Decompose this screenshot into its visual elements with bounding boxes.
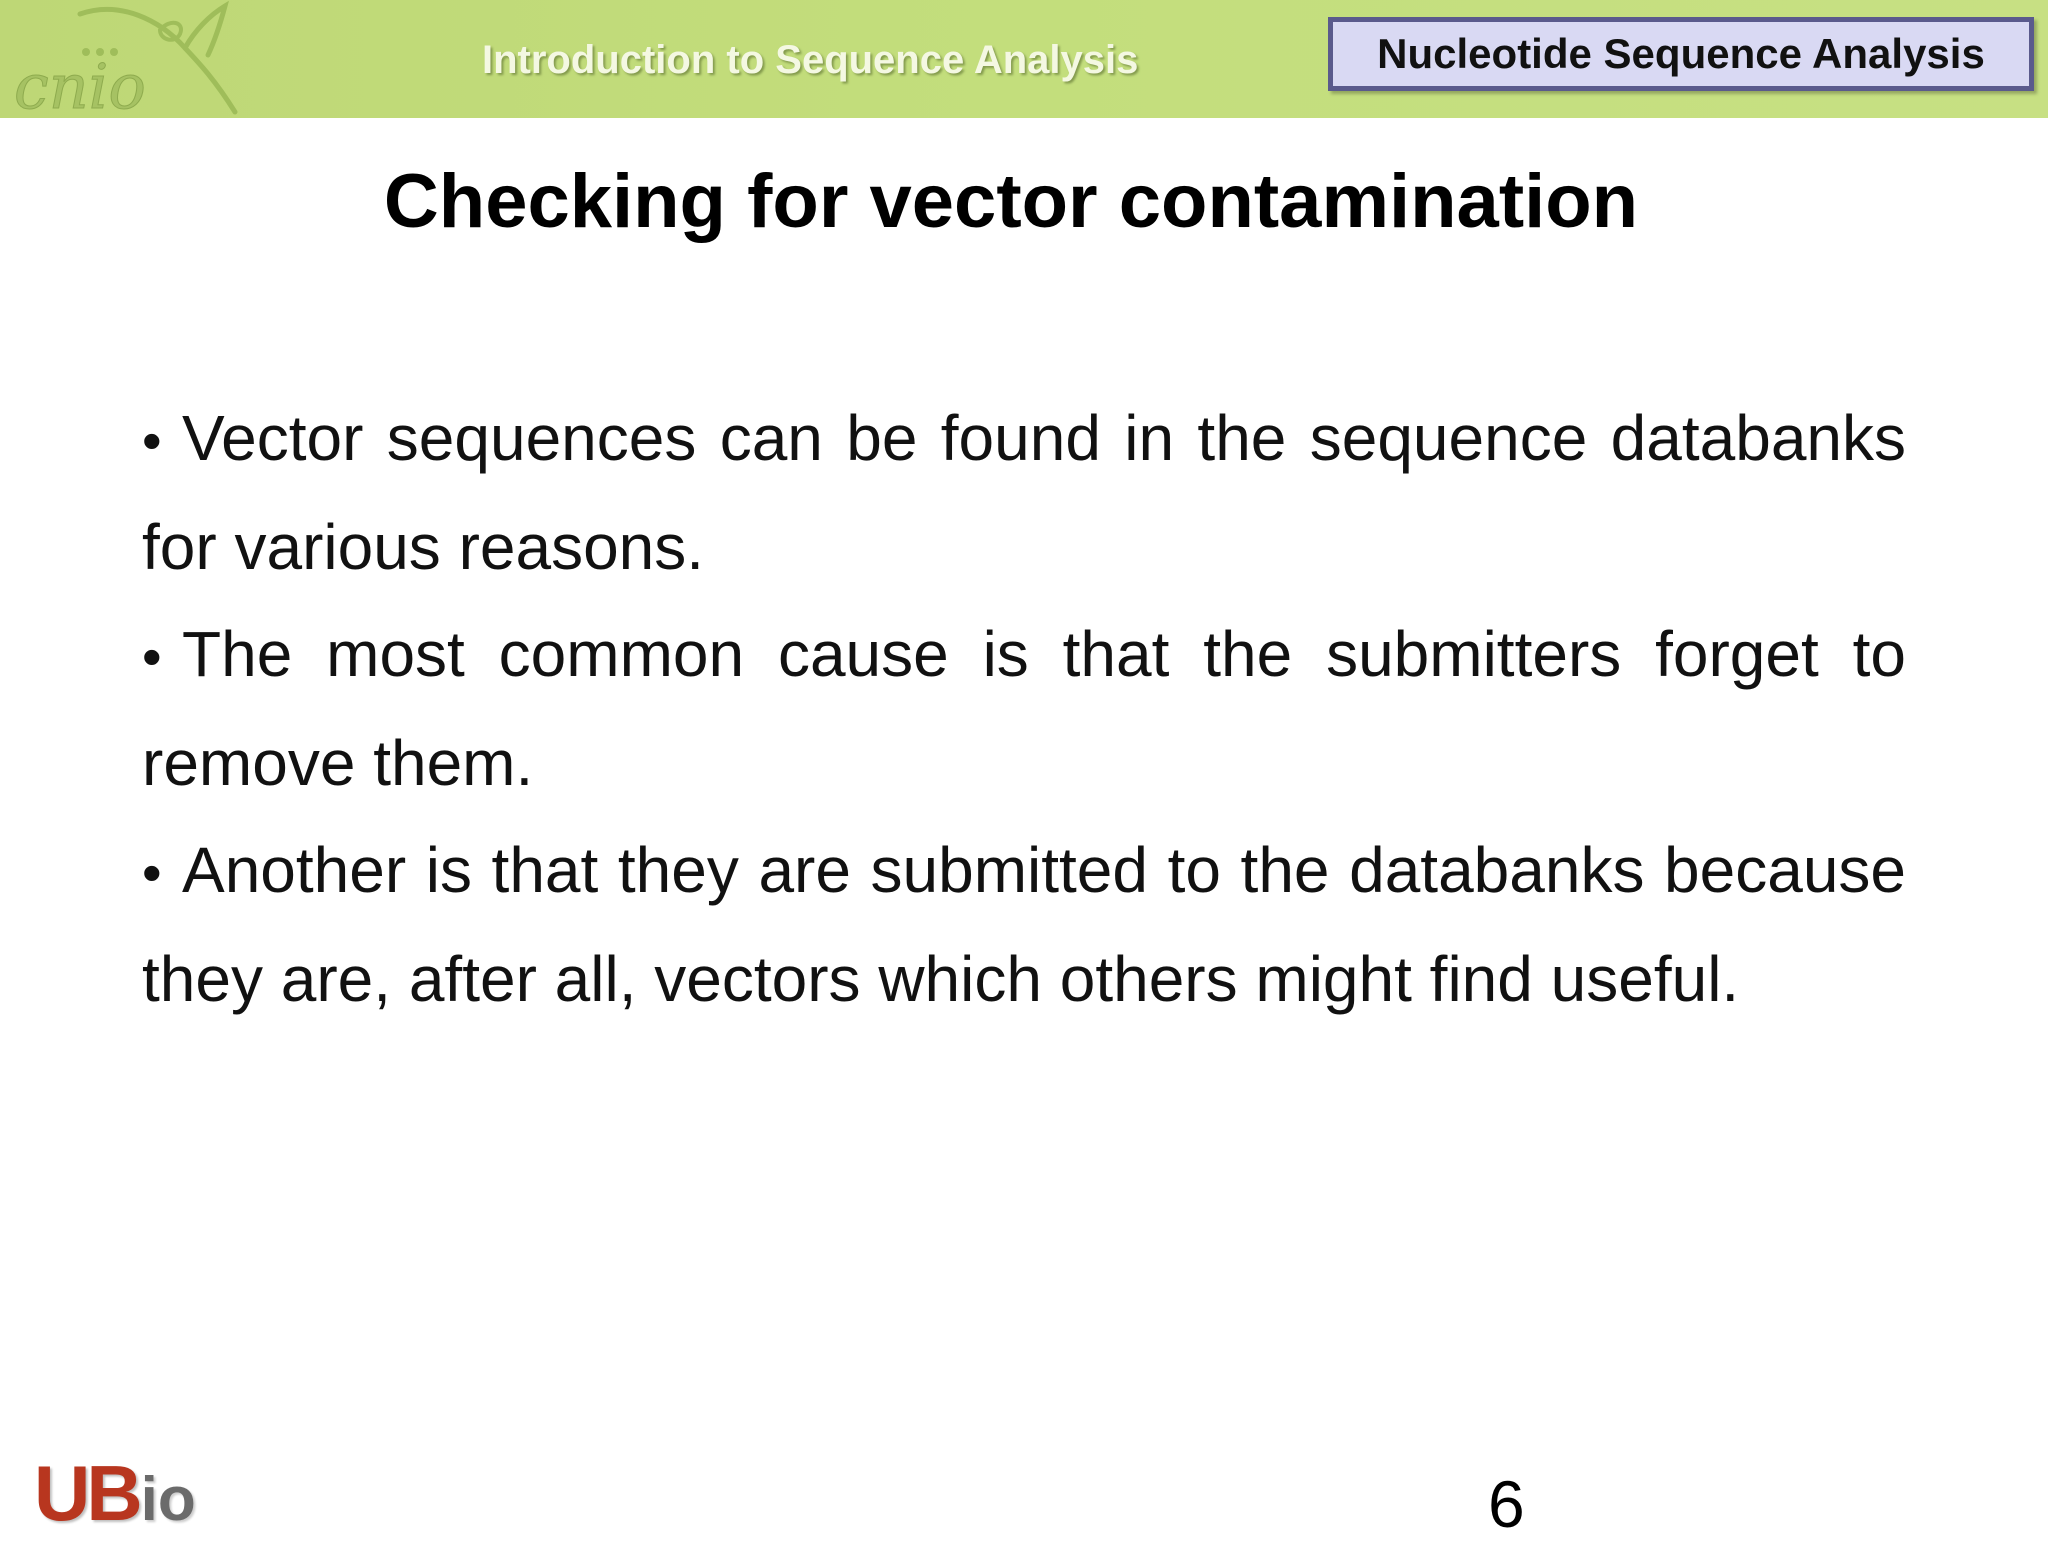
ubio-logo bbox=[34, 1448, 196, 1537]
cnio-logo bbox=[10, 0, 250, 118]
header-band bbox=[0, 0, 2048, 118]
page-number: 6 bbox=[1488, 1467, 1525, 1541]
bullet-dot: • bbox=[142, 409, 162, 472]
bullet-dot: • bbox=[142, 841, 162, 904]
bullet-text: Another is that they are submitted to the databanks because they are, after all, vectors which others might find useful. bbox=[142, 834, 1906, 1015]
slide-title: Checking for vector contamination bbox=[383, 159, 1639, 244]
bullet-dot: • bbox=[142, 625, 162, 688]
ubio-logo-ub: UB bbox=[34, 1449, 139, 1537]
section-label-box bbox=[1328, 17, 2034, 91]
section-label: Nucleotide Sequence Analysis bbox=[1377, 30, 1985, 77]
bullet-item bbox=[142, 385, 1906, 601]
bullet-list bbox=[142, 385, 1906, 1033]
ubio-logo-io: io bbox=[140, 1465, 196, 1534]
bullet-text: Vector sequences can be found in the sequence databanks for various reasons. bbox=[142, 402, 1906, 583]
svg-text:cnio: cnio bbox=[14, 50, 146, 118]
course-title: Introduction to Sequence Analysis bbox=[482, 38, 1139, 82]
bullet-item bbox=[142, 601, 1906, 817]
bullet-item bbox=[142, 817, 1906, 1033]
bullet-text: The most common cause is that the submitters forget to remove them. bbox=[142, 618, 1906, 799]
